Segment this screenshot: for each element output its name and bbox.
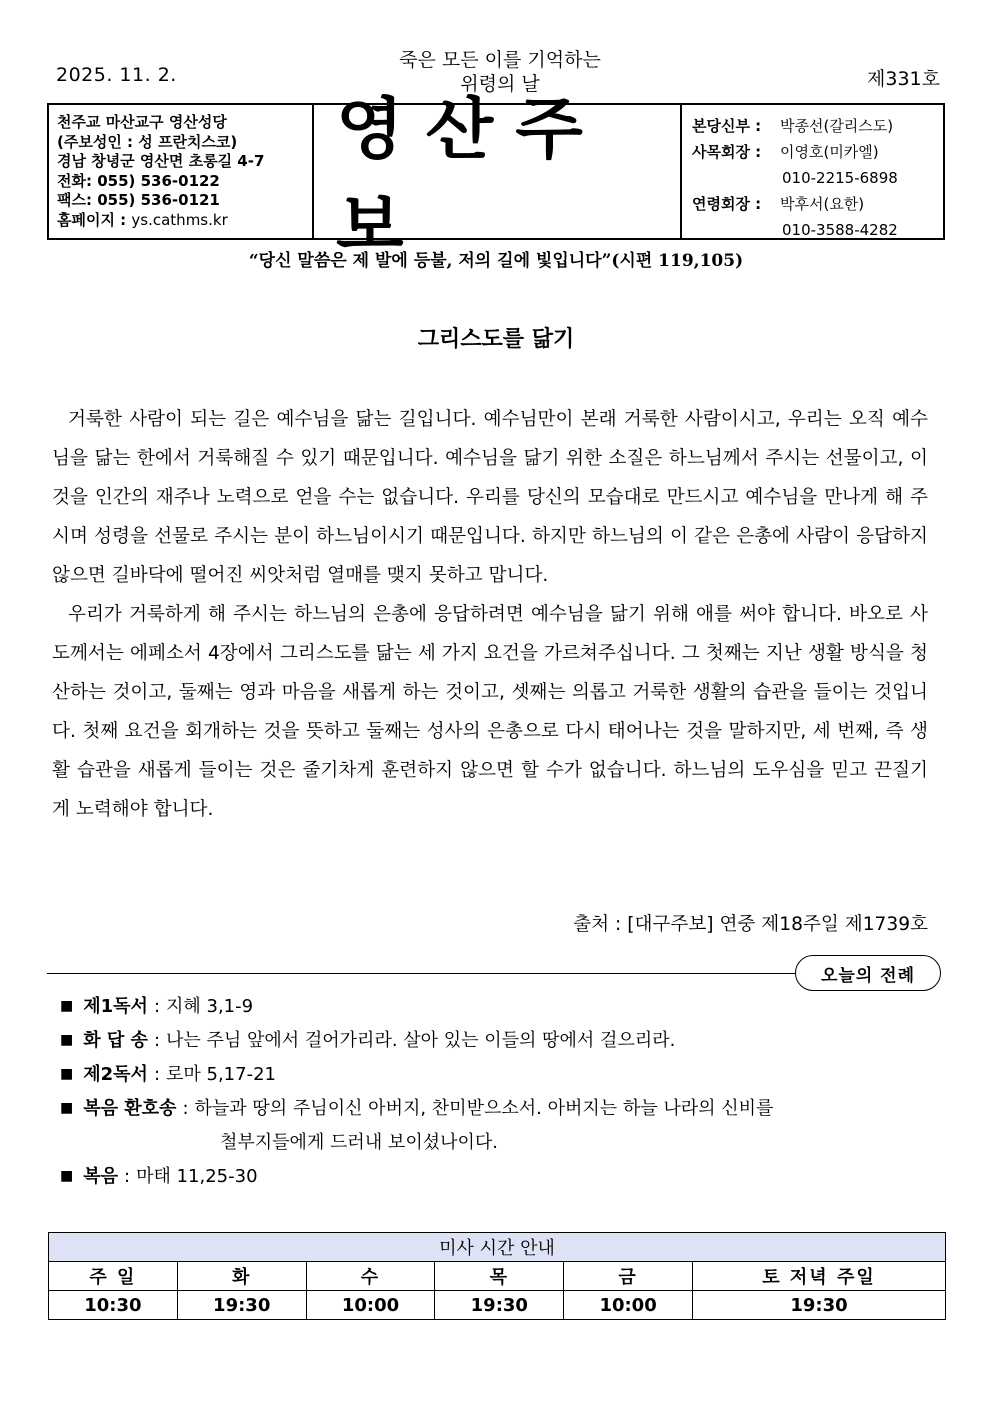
elder-row: [692, 191, 943, 217]
issue-number: 제331호: [867, 68, 940, 90]
reading-text: 하늘과 땅의 주님이신 아버지, 찬미받으소서. 아버지는 하늘 나라의 신비를: [194, 1098, 774, 1119]
time-sunday: 10:30: [49, 1291, 178, 1320]
day-thursday: 목: [435, 1262, 564, 1291]
table-row-times: [49, 1291, 946, 1320]
separator: :: [182, 1098, 189, 1119]
article-body: [52, 400, 928, 829]
time-friday: 10:00: [564, 1291, 693, 1320]
article-paragraph: 거룩한 사람이 되는 길은 예수님을 닮는 길입니다. 예수님만이 본래 거룩한 사람이시고, 우리는 오직 예수님을 닮는 한에서 거룩해질 수 있기 때문입니다. 예수님을 닮기 위한 소질은 하느님께서 주시는 선물이고, 이것을 인간의 재주나 노력으로 얻을 수는 없습니다. 우리를 당신의 모습대로 만드시고 예수님을 만나게 해 주시며 성령을 선물로 주시는 분이 하느님이시기 때문입니다. 하지만 하느님의 이 같은 은총에 사람이 응답하지 않으면 길바닥에 떨어진 씨앗처럼 열매를 맺지 못하고 맙니다.: [52, 409, 928, 586]
separator: :: [153, 1064, 161, 1085]
pastor-label: 본당신부 :: [692, 117, 762, 135]
day-sunday: 주 일: [49, 1262, 178, 1291]
parish-homepage: [57, 211, 312, 231]
article-title: 그리스도를 닮기: [417, 327, 575, 352]
council-name: 이영호(미카엘): [780, 143, 879, 161]
scripture-motto: “당신 말씀은 제 발에 등불, 저의 길에 빛입니다”(시편 119,105): [248, 251, 744, 271]
brand-area: [314, 88, 682, 264]
reading-psalm: [60, 1024, 940, 1058]
pastor-row: [692, 113, 943, 139]
reading-gospel: [60, 1160, 940, 1194]
parish-info: [49, 105, 314, 238]
patron-saint: (주보성인 : 성 프란치스코): [57, 132, 238, 151]
parish-phone: 전화: 055) 536-0122: [57, 171, 220, 190]
todays-liturgy-badge: 오늘의 전례: [795, 955, 941, 991]
day-tuesday: 화: [177, 1262, 306, 1291]
mass-schedule-table: [48, 1232, 946, 1320]
pastor-name: 박종선(갈리스도): [780, 117, 894, 135]
parish-fax: 팩스: 055) 536-0121: [57, 191, 220, 209]
square-bullet-icon: ■: [60, 1168, 74, 1184]
feast-title-line2: 위령의 날: [460, 73, 540, 95]
reading-text: 로마 5,17-21: [166, 1064, 276, 1085]
council-phone: 010-2215-6898: [782, 169, 898, 187]
reading-text: 지혜 3,1-9: [166, 996, 254, 1017]
day-friday: 금: [564, 1262, 693, 1291]
reading-first: [60, 990, 940, 1024]
square-bullet-icon: ■: [60, 1100, 74, 1116]
reading-label: 복음: [83, 1166, 119, 1187]
homepage-link[interactable]: ys.cathms.kr: [131, 210, 228, 229]
parish-address: 경남 창녕군 영산면 초롱길 4-7: [57, 152, 265, 170]
council-label: 사목회장 :: [692, 143, 762, 161]
elder-name: 박후서(요한): [780, 195, 865, 213]
feast-title-line1: 죽은 모든 이를 기억하는: [399, 49, 601, 71]
square-bullet-icon: ■: [60, 998, 74, 1014]
separator: :: [124, 1166, 131, 1187]
time-wednesday: 10:00: [306, 1291, 435, 1320]
reading-second: [60, 1058, 940, 1092]
parish-name: 천주교 마산교구 영산성당: [57, 113, 227, 131]
reading-label: 제2독서: [83, 1064, 148, 1085]
square-bullet-icon: ■: [60, 1066, 74, 1082]
reading-label: 제1독서: [83, 996, 148, 1017]
reading-acclamation-continued: 철부지들에게 드러내 보이셨나이다.: [220, 1132, 498, 1153]
homepage-label: 홈페이지 :: [57, 210, 132, 229]
square-bullet-icon: ■: [60, 1032, 74, 1048]
reading-acclamation: [60, 1092, 940, 1126]
time-thursday: 19:30: [435, 1291, 564, 1320]
reading-text: 나는 주님 앞에서 걸어가리라. 살아 있는 이들의 땅에서 걸으리라.: [166, 1030, 676, 1051]
reading-label: 복음 환호송: [83, 1098, 177, 1119]
elder-phone: 010-3588-4282: [782, 221, 898, 239]
day-wednesday: 수: [306, 1262, 435, 1291]
time-tuesday: 19:30: [177, 1291, 306, 1320]
reading-text: 마태 11,25-30: [136, 1166, 258, 1187]
separator: :: [153, 1030, 161, 1051]
bulletin-name: 영산주보: [336, 88, 605, 264]
mass-schedule-title: 미사 시간 안내: [49, 1233, 946, 1262]
article-paragraph: 우리가 거룩하게 해 주시는 하느님의 은총에 응답하려면 예수님을 닮기 위해 애를 써야 합니다. 바오로 사도께서는 에페소서 4장에서 그리스도를 닮는 세 가지 요건을 가르쳐주십니다. 그 첫째는 지난 생활 방식을 청산하는 것이고, 둘째는 영과 마음을 새롭게 하는 것이고, 셋째는 의롭고 거룩한 생활의 습관을 들이는 것입니다. 첫째 요건을 회개하는 것을 뜻하고 둘째는 성사의 은총으로 다시 태어나는 것을 말하지만, 세 번째, 즉 생활 습관을 새롭게 들이는 것은 줄기차게 훈련하지 않으면 할 수가 없습니다. 하느님의 도우심을 믿고 끈질기게 노력해야 합니다.: [52, 604, 928, 820]
table-row-days: [49, 1262, 946, 1291]
day-saturday-vigil: 토 저녁 주일: [692, 1262, 945, 1291]
staff-info: [682, 105, 943, 238]
elder-label: 연령회장 :: [692, 195, 762, 213]
time-saturday-vigil: 19:30: [692, 1291, 945, 1320]
council-row: [692, 139, 943, 165]
section-divider: [47, 973, 807, 974]
bulletin-date: 2025. 11. 2.: [56, 64, 177, 86]
article-source: 출처 : [대구주보] 연중 제18주일 제1739호: [573, 914, 928, 935]
separator: :: [153, 996, 161, 1017]
reading-label: 화 답 송: [83, 1030, 148, 1051]
readings-list: [60, 990, 940, 1194]
